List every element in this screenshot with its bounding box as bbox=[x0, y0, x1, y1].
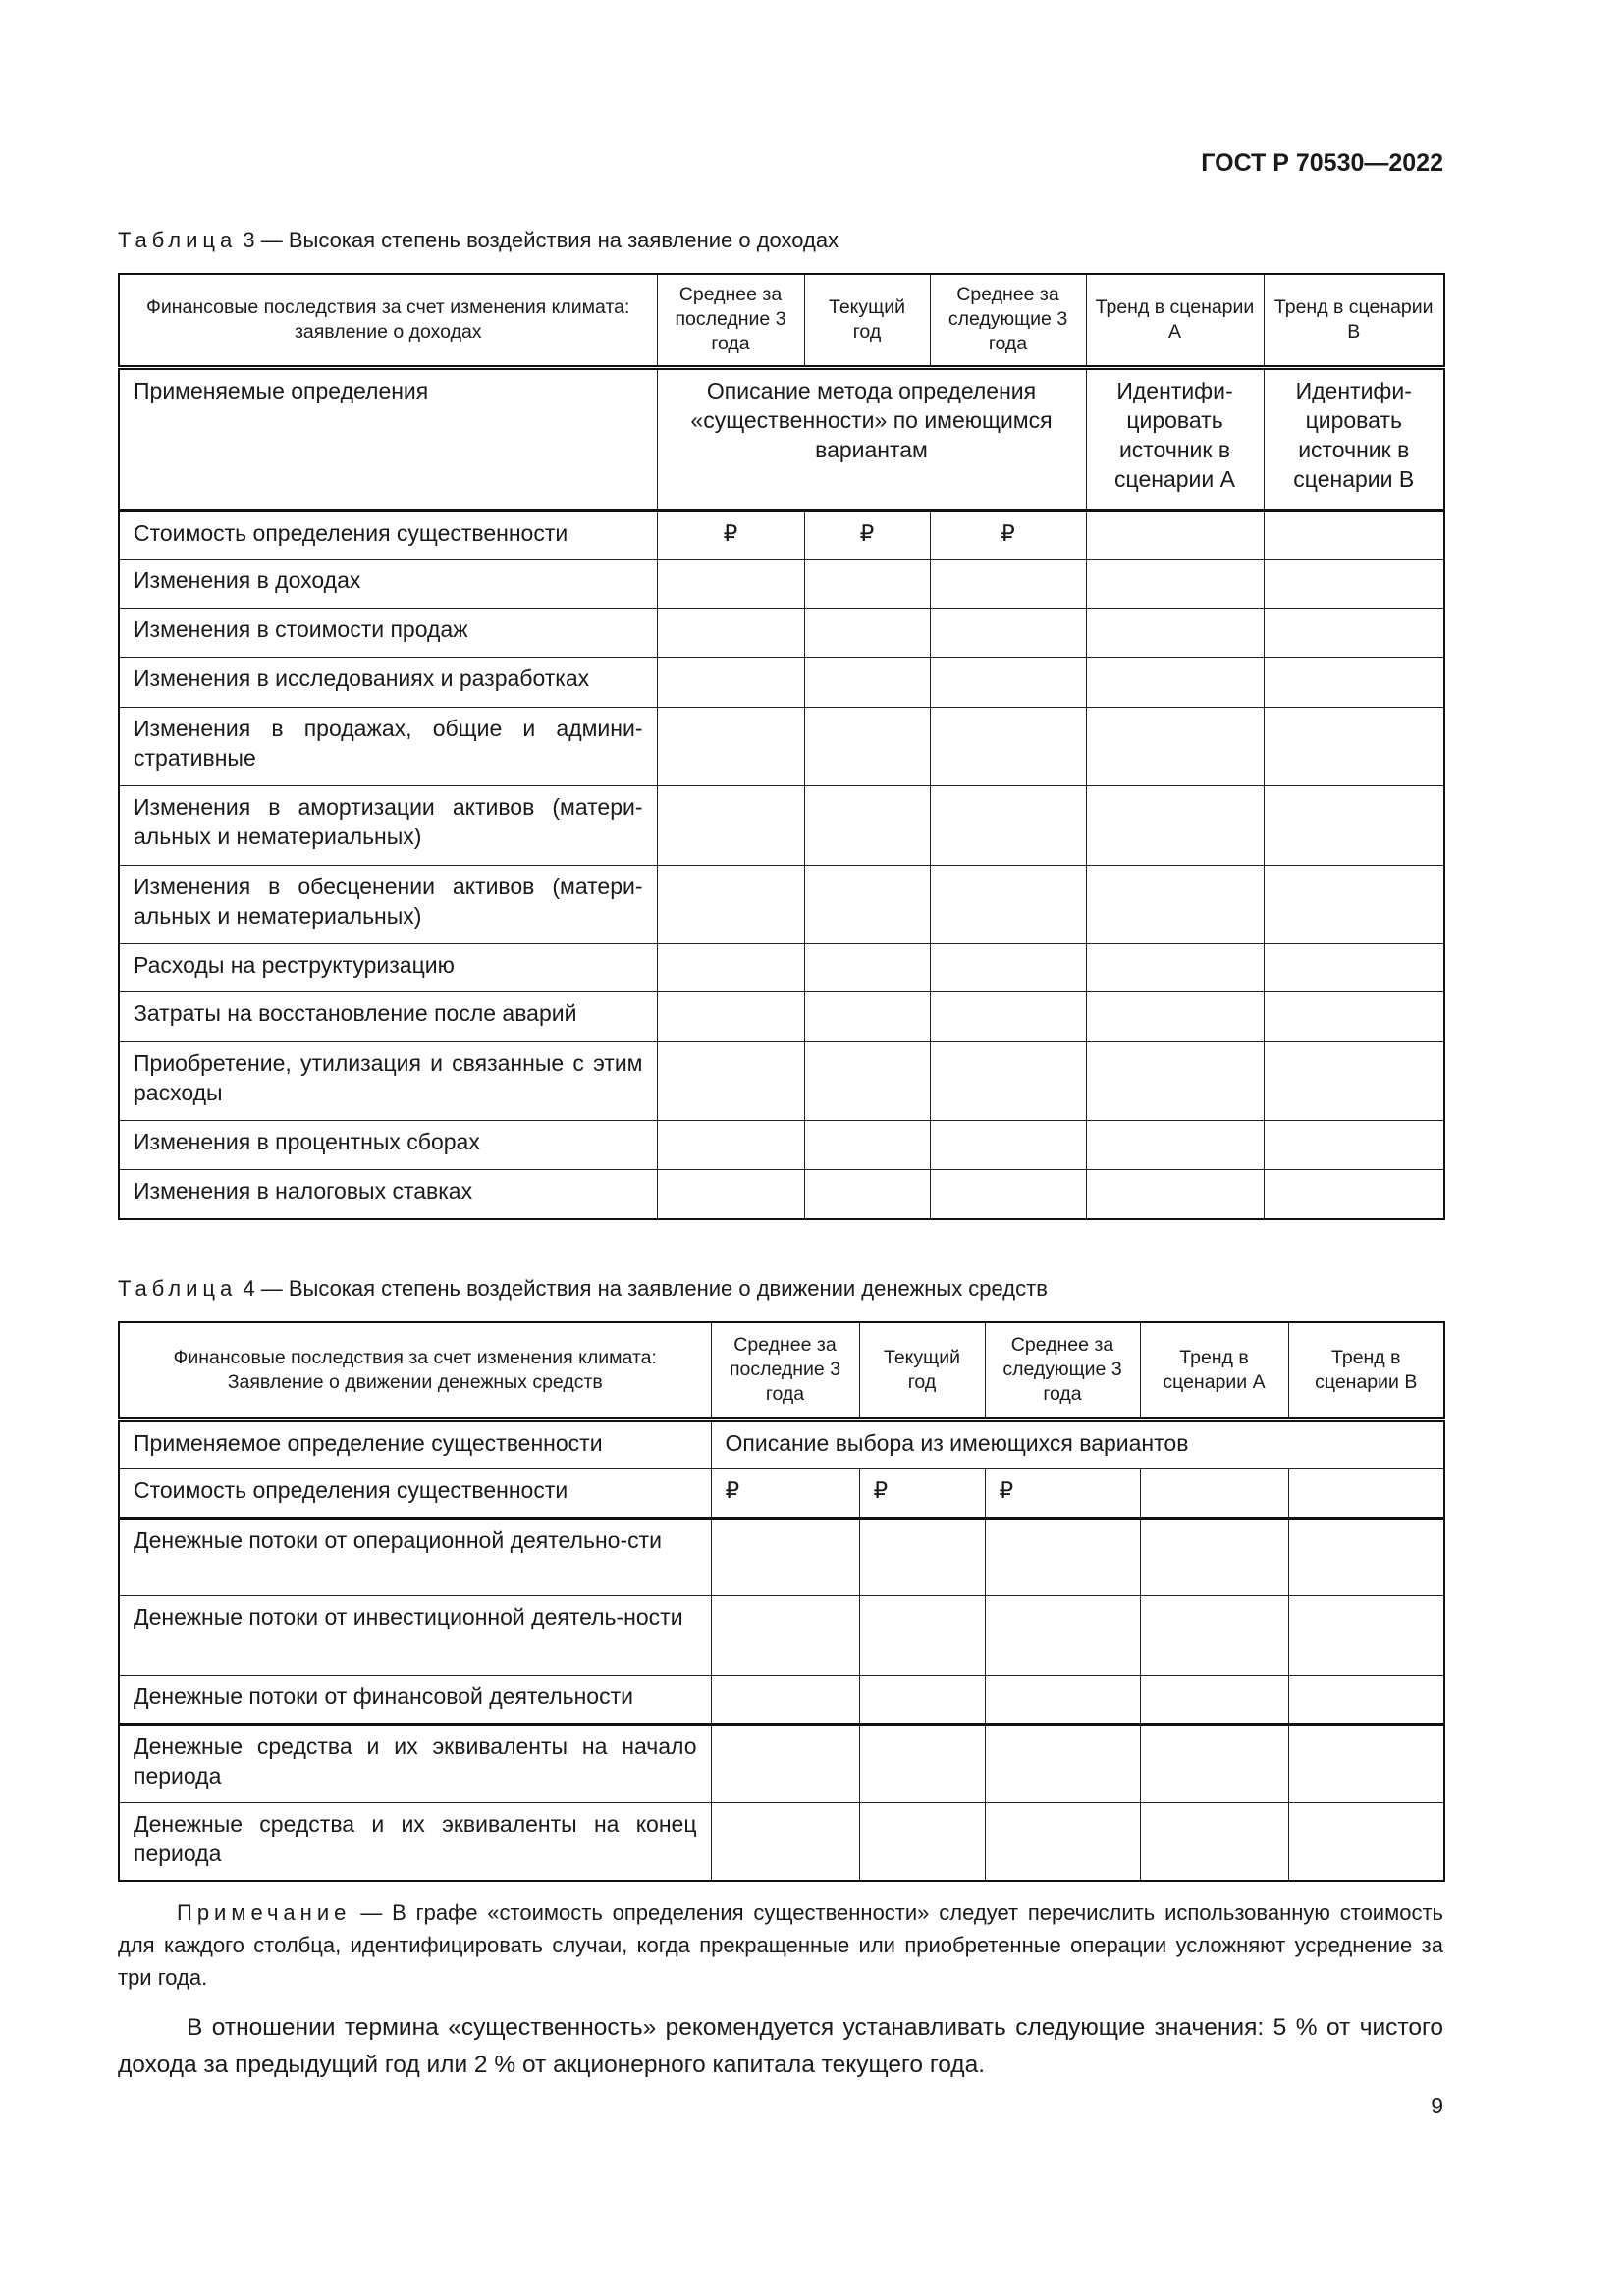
table3-caption bbox=[118, 228, 839, 253]
empty-cell bbox=[657, 991, 804, 1041]
table-row bbox=[119, 1468, 1444, 1518]
row-label: Денежные потоки от операционной деятельно-сти bbox=[119, 1518, 711, 1595]
empty-cell bbox=[930, 707, 1086, 785]
row-label: Изменения в процентных сборах bbox=[119, 1120, 657, 1169]
empty-cell bbox=[930, 1120, 1086, 1169]
empty-cell bbox=[1086, 707, 1264, 785]
empty-cell bbox=[711, 1595, 859, 1675]
empty-cell bbox=[804, 991, 930, 1041]
empty-cell bbox=[1288, 1595, 1444, 1675]
table-row bbox=[119, 1595, 1444, 1675]
table4 bbox=[118, 1321, 1445, 1882]
caption-text: 4 — Высокая степень воздействия на заявление о движении денежных средств bbox=[237, 1276, 1048, 1301]
cost-cell: ₽ bbox=[657, 510, 804, 559]
cost-cell: ₽ bbox=[985, 1468, 1140, 1518]
empty-cell bbox=[1288, 1518, 1444, 1595]
empty-cell bbox=[657, 785, 804, 865]
note-prefix: Примечание bbox=[177, 1900, 352, 1925]
table-row bbox=[119, 707, 1444, 785]
caption-prefix: Таблица bbox=[118, 1276, 238, 1301]
empty-cell bbox=[1264, 1169, 1444, 1219]
table-note bbox=[118, 1896, 1443, 1994]
table-row bbox=[119, 865, 1444, 943]
cost-cell: ₽ bbox=[859, 1468, 985, 1518]
empty-cell bbox=[657, 559, 804, 608]
row-label: Денежные потоки от финансовой деятельности bbox=[119, 1675, 711, 1724]
empty-cell bbox=[930, 991, 1086, 1041]
empty-cell bbox=[711, 1675, 859, 1724]
empty-cell bbox=[1140, 1675, 1288, 1724]
empty-cell bbox=[1086, 991, 1264, 1041]
empty-cell bbox=[657, 707, 804, 785]
empty-cell bbox=[859, 1675, 985, 1724]
column-header: Тренд в сценарии А bbox=[1086, 274, 1264, 367]
table-row bbox=[119, 608, 1444, 657]
row-label: Расходы на реструктуризацию bbox=[119, 943, 657, 991]
empty-cell bbox=[1140, 1724, 1288, 1802]
empty-cell bbox=[1264, 1041, 1444, 1120]
empty-cell bbox=[1140, 1595, 1288, 1675]
cost-cell: ₽ bbox=[804, 510, 930, 559]
empty-cell bbox=[657, 943, 804, 991]
empty-cell bbox=[930, 785, 1086, 865]
empty-cell bbox=[985, 1518, 1140, 1595]
column-header: Финансовые последствия за счет изменения климата: заявление о доходах bbox=[119, 274, 657, 367]
column-header: Текущий год bbox=[804, 274, 930, 367]
empty-cell bbox=[930, 865, 1086, 943]
definition-description: Описание выбора из имеющихся вариантов bbox=[711, 1419, 1444, 1468]
trend-a-cell: Идентифи-цировать источник в сценарии А bbox=[1086, 367, 1264, 510]
empty-cell bbox=[1086, 608, 1264, 657]
empty-cell bbox=[1264, 785, 1444, 865]
empty-cell bbox=[1264, 707, 1444, 785]
empty-cell bbox=[1086, 1169, 1264, 1219]
table3 bbox=[118, 273, 1445, 1220]
empty-cell bbox=[657, 1169, 804, 1219]
row-label: Стоимость определения существенности bbox=[119, 1468, 711, 1518]
table-row bbox=[119, 559, 1444, 608]
empty-cell bbox=[804, 1120, 930, 1169]
empty-cell bbox=[1264, 510, 1444, 559]
table-row bbox=[119, 1169, 1444, 1219]
empty-cell bbox=[985, 1675, 1140, 1724]
empty-cell bbox=[711, 1724, 859, 1802]
body-paragraph: В отношении термина «существенность» рекомендуется устанавливать следующие значения: 5 % от чистого дохода за предыдущий год или 2 % от акционерного капитала текущего года. bbox=[118, 2014, 1443, 2078]
empty-cell bbox=[711, 1802, 859, 1881]
empty-cell bbox=[985, 1595, 1140, 1675]
table-row bbox=[119, 1518, 1444, 1595]
empty-cell bbox=[1086, 865, 1264, 943]
document-code: ГОСТ Р 70530—2022 bbox=[1201, 149, 1443, 177]
empty-cell bbox=[930, 657, 1086, 707]
empty-cell bbox=[985, 1724, 1140, 1802]
row-label: Применяемые определения bbox=[119, 367, 657, 510]
table-header-row bbox=[119, 1322, 1444, 1419]
row-label: Стоимость определения существенности bbox=[119, 510, 657, 559]
empty-cell bbox=[1086, 657, 1264, 707]
row-label: Приобретение, утилизация и связанные с этим расходы bbox=[119, 1041, 657, 1120]
table-row bbox=[119, 1724, 1444, 1802]
table4-caption bbox=[118, 1276, 1048, 1302]
empty-cell bbox=[1264, 1120, 1444, 1169]
table-row bbox=[119, 1802, 1444, 1881]
empty-cell bbox=[1264, 943, 1444, 991]
empty-cell bbox=[657, 1041, 804, 1120]
empty-cell bbox=[930, 1041, 1086, 1120]
empty-cell bbox=[930, 559, 1086, 608]
empty-cell bbox=[1140, 1802, 1288, 1881]
table-row bbox=[119, 991, 1444, 1041]
cost-cell: ₽ bbox=[930, 510, 1086, 559]
row-label: Изменения в продажах, общие и админи-стративные bbox=[119, 707, 657, 785]
empty-cell bbox=[657, 1120, 804, 1169]
empty-cell bbox=[1140, 1518, 1288, 1595]
empty-cell bbox=[859, 1802, 985, 1881]
empty-cell bbox=[804, 707, 930, 785]
empty-cell bbox=[1264, 657, 1444, 707]
caption-prefix: Таблица bbox=[118, 228, 238, 252]
empty-cell bbox=[859, 1724, 985, 1802]
column-header: Среднее за следующие 3 года bbox=[930, 274, 1086, 367]
row-label: Изменения в обесценении активов (матери-альных и нематериальных) bbox=[119, 865, 657, 943]
column-header: Финансовые последствия за счет изменения климата: Заявление о движении денежных средств bbox=[119, 1322, 711, 1419]
empty-cell bbox=[1086, 559, 1264, 608]
empty-cell bbox=[930, 1169, 1086, 1219]
empty-cell bbox=[1264, 608, 1444, 657]
row-label: Изменения в налоговых ставках bbox=[119, 1169, 657, 1219]
empty-cell bbox=[930, 943, 1086, 991]
empty-cell bbox=[804, 943, 930, 991]
empty-cell bbox=[1264, 865, 1444, 943]
empty-cell bbox=[804, 657, 930, 707]
note-text: — В графе «стоимость определения существенности» следует перечислить использованную стоимость для каждого столбца, идентифицировать случаи, когда прекращенные или приобретенные операции усложняют усреднение за три года. bbox=[118, 1900, 1443, 1990]
empty-cell bbox=[1140, 1468, 1288, 1518]
empty-cell bbox=[1086, 785, 1264, 865]
column-header: Среднее за следующие 3 года bbox=[985, 1322, 1140, 1419]
column-header: Тренд в сценарии А bbox=[1140, 1322, 1288, 1419]
table-row bbox=[119, 367, 1444, 510]
empty-cell bbox=[804, 1041, 930, 1120]
page-number: 9 bbox=[1431, 2093, 1443, 2118]
empty-cell bbox=[804, 785, 930, 865]
row-label: Применяемое определение существенности bbox=[119, 1419, 711, 1468]
row-label: Изменения в стоимости продаж bbox=[119, 608, 657, 657]
empty-cell bbox=[657, 865, 804, 943]
empty-cell bbox=[1288, 1724, 1444, 1802]
row-label: Затраты на восстановление после аварий bbox=[119, 991, 657, 1041]
empty-cell bbox=[1264, 559, 1444, 608]
table-row bbox=[119, 785, 1444, 865]
empty-cell bbox=[804, 559, 930, 608]
table-header-row bbox=[119, 274, 1444, 367]
row-label: Изменения в исследованиях и разработках bbox=[119, 657, 657, 707]
empty-cell bbox=[1086, 1120, 1264, 1169]
table-row bbox=[119, 510, 1444, 559]
row-label: Денежные средства и их эквиваленты на конец периода bbox=[119, 1802, 711, 1881]
empty-cell bbox=[804, 865, 930, 943]
empty-cell bbox=[930, 608, 1086, 657]
empty-cell bbox=[1288, 1675, 1444, 1724]
column-header: Среднее за последние 3 года bbox=[711, 1322, 859, 1419]
cost-cell: ₽ bbox=[711, 1468, 859, 1518]
empty-cell bbox=[1264, 991, 1444, 1041]
empty-cell bbox=[859, 1518, 985, 1595]
column-header: Тренд в сценарии В bbox=[1264, 274, 1444, 367]
row-label: Изменения в амортизации активов (матери-альных и нематериальных) bbox=[119, 785, 657, 865]
table-row bbox=[119, 1041, 1444, 1120]
empty-cell bbox=[1288, 1468, 1444, 1518]
empty-cell bbox=[1288, 1802, 1444, 1881]
empty-cell bbox=[657, 657, 804, 707]
column-header: Текущий год bbox=[859, 1322, 985, 1419]
empty-cell bbox=[985, 1802, 1140, 1881]
table-row bbox=[119, 657, 1444, 707]
column-header: Тренд в сценарии В bbox=[1288, 1322, 1444, 1419]
row-label: Денежные потоки от инвестиционной деятель-ности bbox=[119, 1595, 711, 1675]
table-row bbox=[119, 1419, 1444, 1468]
empty-cell bbox=[657, 608, 804, 657]
empty-cell bbox=[711, 1518, 859, 1595]
empty-cell bbox=[1086, 943, 1264, 991]
row-label: Изменения в доходах bbox=[119, 559, 657, 608]
definition-description: Описание метода определения «существенности» по имеющимся вариантам bbox=[657, 367, 1086, 510]
empty-cell bbox=[804, 1169, 930, 1219]
row-label: Денежные средства и их эквиваленты на начало периода bbox=[119, 1724, 711, 1802]
table-row bbox=[119, 1120, 1444, 1169]
table-row bbox=[119, 1675, 1444, 1724]
caption-text: 3 — Высокая степень воздействия на заявление о доходах bbox=[237, 228, 839, 252]
empty-cell bbox=[804, 608, 930, 657]
column-header: Среднее за последние 3 года bbox=[657, 274, 804, 367]
empty-cell bbox=[1086, 510, 1264, 559]
empty-cell bbox=[1086, 1041, 1264, 1120]
empty-cell bbox=[859, 1595, 985, 1675]
table-row bbox=[119, 943, 1444, 991]
trend-b-cell: Идентифи-цировать источник в сценарии В bbox=[1264, 367, 1444, 510]
